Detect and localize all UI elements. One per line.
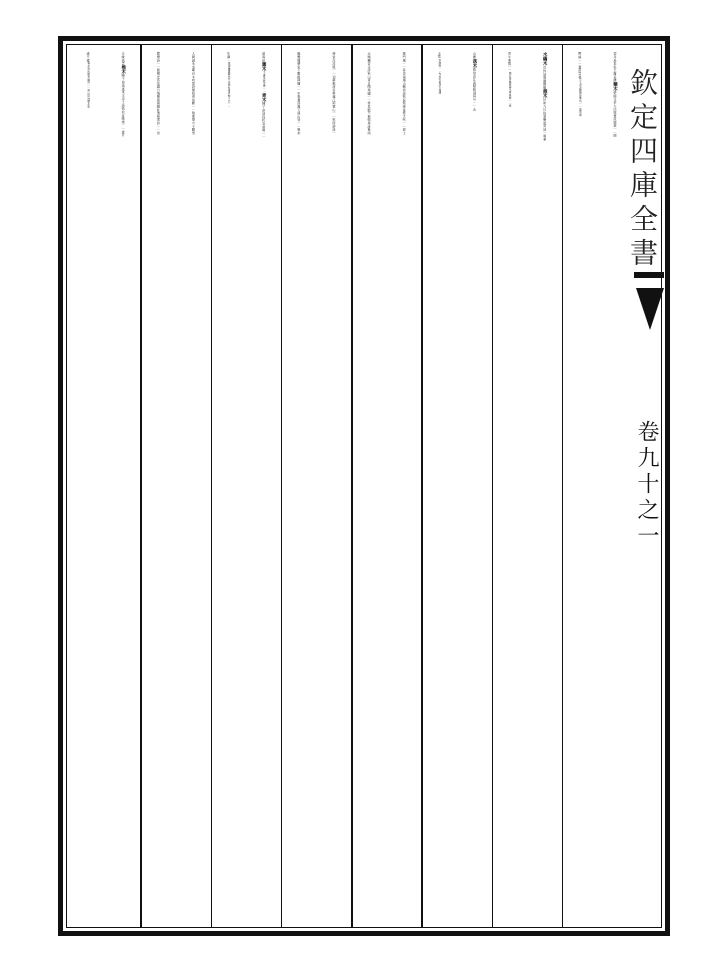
text-run: 生潮 [226, 52, 231, 59]
text-run: 編蠹簡晴窓下數捲疎籬｜｜中張翥詩露下遠山皆｜｜風来 [296, 52, 301, 135]
text-run: 滄海欲 [261, 52, 266, 62]
text-column [66, 52, 110, 922]
gutter-volume-label: 卷九十之一 [634, 420, 659, 550]
text-run: 沈約詩歲嚴摧磴 [542, 65, 547, 89]
entry-heading: 水嶠木 [542, 52, 548, 66]
gutter-divider [634, 272, 664, 278]
text-run: 野絲｜｜嘉苗貫桑 [577, 52, 582, 79]
text-run: 玉 [436, 52, 441, 56]
entry-heading: 衆木 [261, 92, 267, 102]
text-run: 遂不還 [85, 52, 90, 62]
text-run: ｜緑錦雕楹磐密 [227, 58, 231, 78]
entry-heading: 落木 [471, 58, 477, 68]
fishtail-mark-icon [636, 288, 664, 330]
text-run: 雲即雨｜｜先秋杜甫詩古城疎 [437, 58, 441, 94]
text-run: 陳子昂詩孤松宜歲晚｜｜ [261, 101, 266, 139]
text-run: 竇僧詩｜｜隨僧光髙泉盡日飛陳與義題許道寧畫詩｜｜但 [155, 52, 160, 135]
text-run: 愛芳春杜甫詩梔子比｜｜ [227, 77, 231, 108]
text-run: 契丹烏表色玉露呈瀼 [612, 52, 617, 82]
text-run: 禁 [436, 55, 441, 59]
text-run: 塞門風｜｜客舍雨連山鮑溶詩秋窓照疎螢寒犬吠｜｜郎士 [401, 52, 406, 135]
entry-heading: 圖木 [261, 61, 267, 72]
text-run: 春孟浩然與老圃詩｜｜南山近林間北郭 [86, 61, 90, 108]
text-run: 草午寒散｜｜ [507, 52, 512, 72]
text-run: 人間誠未多鄭谷木向禁詩園林青氣動｜｜散寒聲方千贈雪 [190, 52, 195, 135]
text-run: 庾信哀江南賦辭洞庭兮｜｜去 [471, 67, 476, 111]
text-run: 合晚孤雲 [120, 52, 125, 66]
text-run: 啼螢次凉風｜｜初蘇軾詩雲夢連江雨樊山｜｜秋陸游詩一 [331, 52, 336, 135]
text-run: 鍾石再撫被絲笙黄草歸｜｜梯 [508, 71, 512, 107]
text-run: 元題精舍寺詩秋山竟日聞猿嘯｜｜寒泉聽不窮喻鳧詩暮雨 [366, 52, 371, 135]
text-run: 山薦 [471, 52, 476, 59]
entry-heading: 雒木 [542, 88, 548, 99]
text-run: 梁簡文帝大法頌慧流總被｜｜開 [612, 90, 617, 138]
text-run: 芷又重請御講啓豫均｜｜誠同器 [578, 78, 582, 117]
entry-heading: 藥木 [612, 81, 618, 91]
text-run: 王褒吳厥寺碑｜｜ [262, 71, 266, 93]
gutter-book-title: 欽定四庫全書 [626, 68, 659, 272]
text-run: 陳子昂送東萊王學士詩孤松宜晚歲｜｜愛芳 [120, 74, 125, 138]
text-run: 任昉九日侍宴樂遊苑詩一唱華 [542, 98, 547, 142]
entry-heading: 樵木 [120, 65, 126, 75]
